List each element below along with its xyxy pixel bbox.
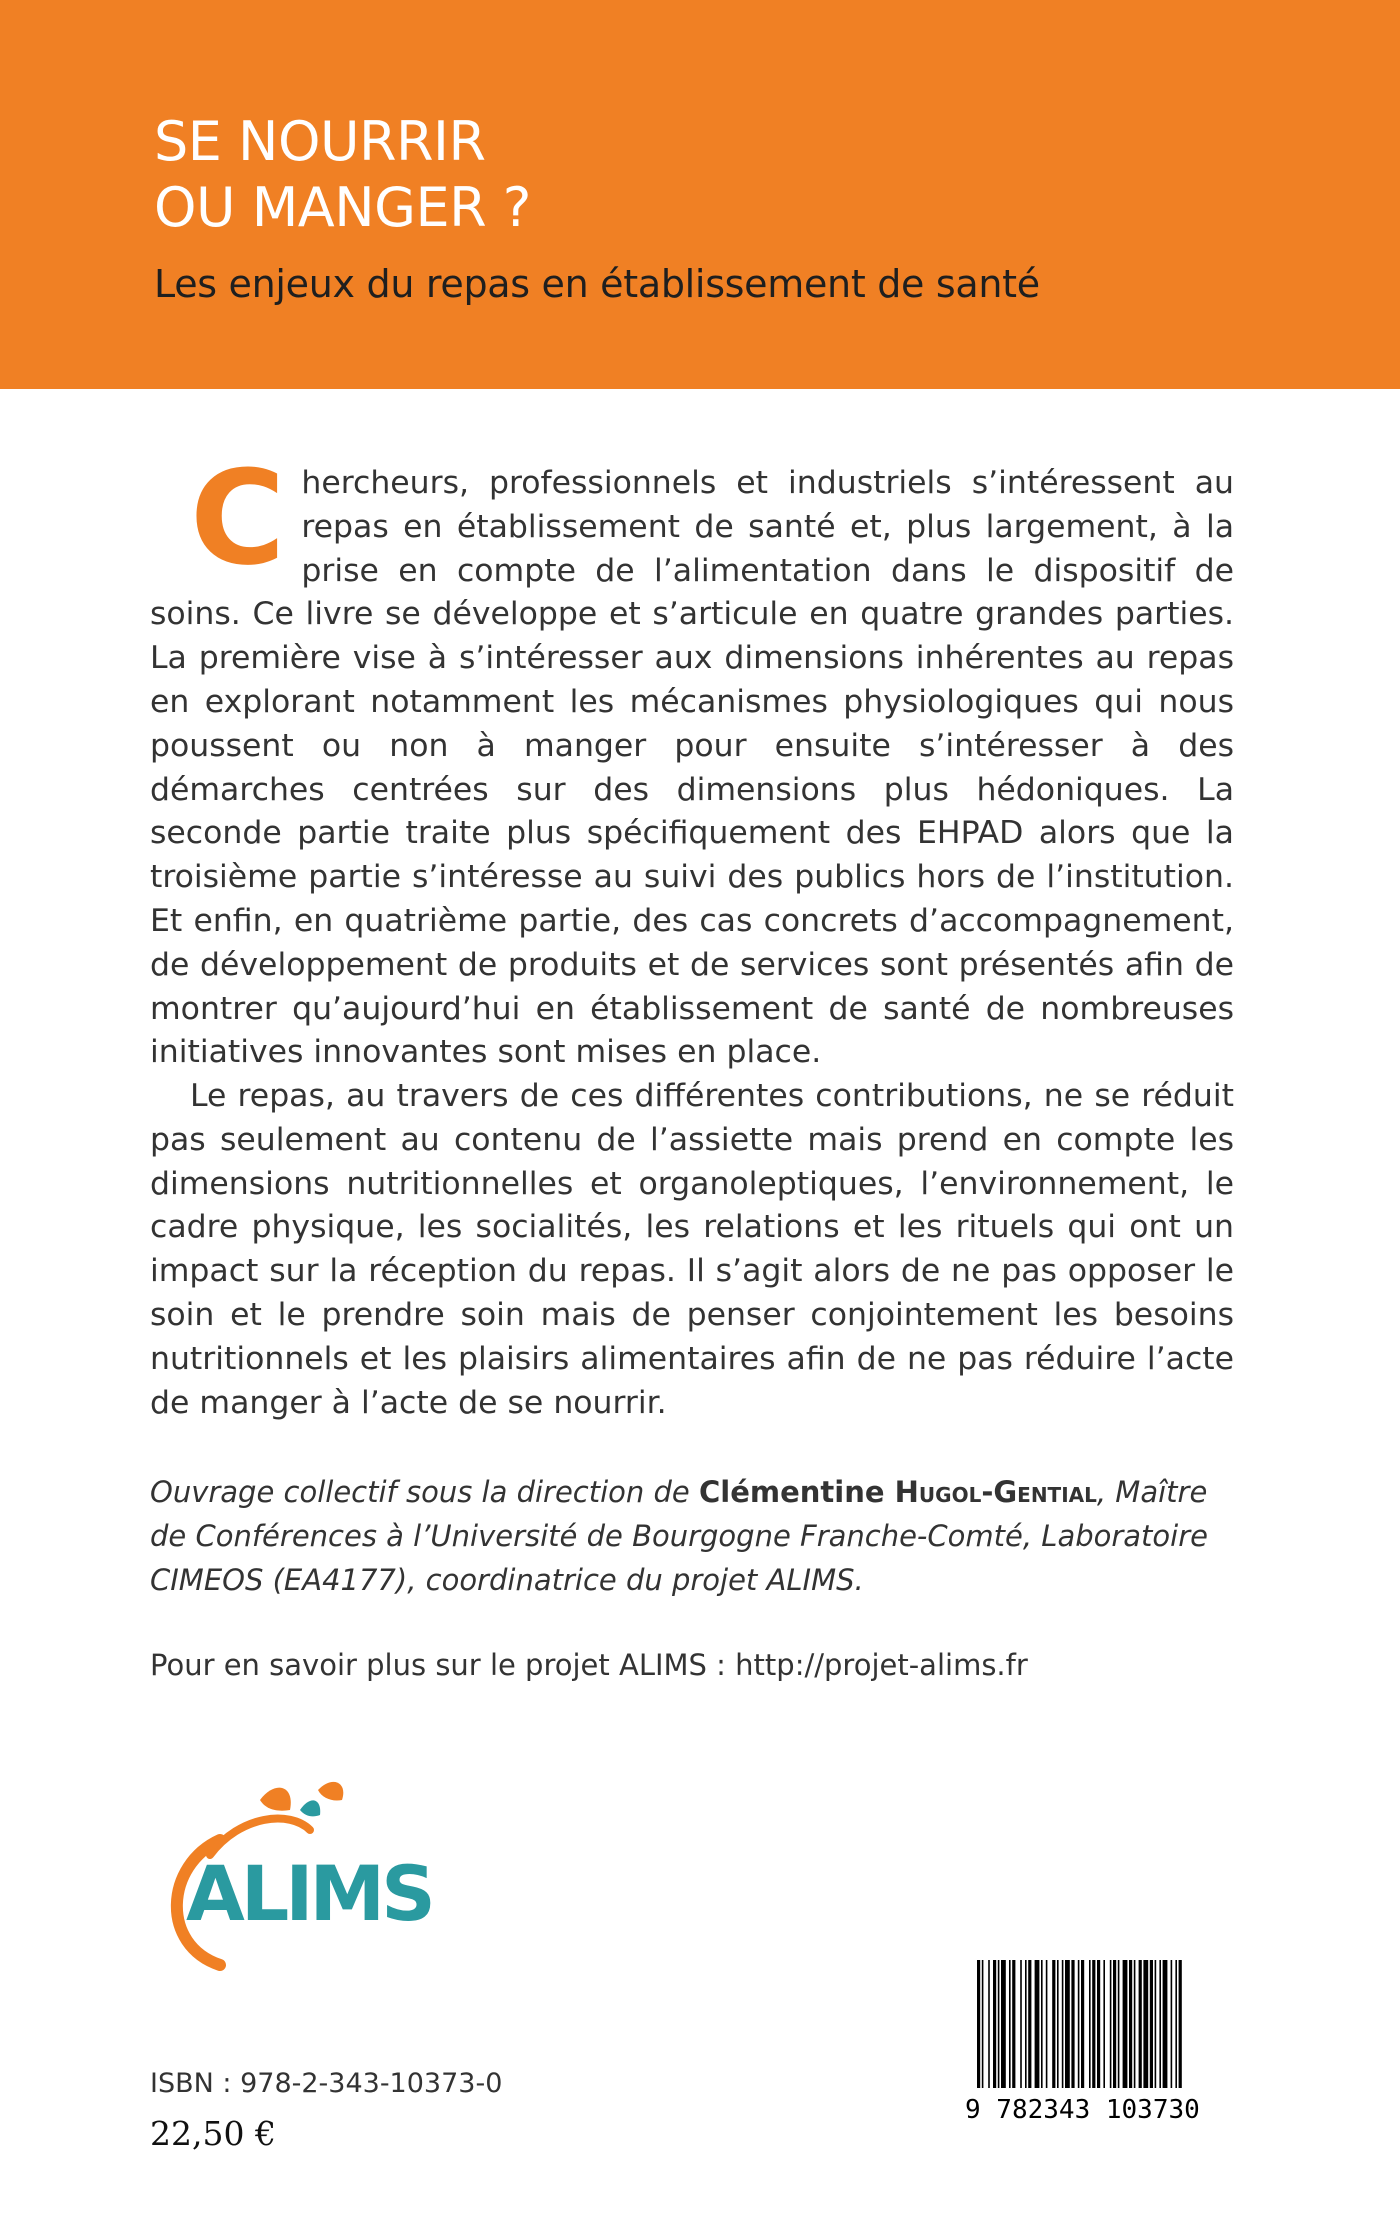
barcode-bar <box>1118 1960 1120 2088</box>
barcode-digits: 9 782343 103730 <box>965 2095 1200 2125</box>
credit-prefix: Ouvrage collectif sous la direction de <box>150 1475 699 1509</box>
book-title-line-1: SE NOURRIR <box>154 110 486 173</box>
barcode-bar <box>1012 1960 1015 2088</box>
isbn-barcode <box>965 1960 1230 2125</box>
barcode-bar <box>1089 1960 1091 2088</box>
barcode-bar <box>1046 1960 1048 2088</box>
summary-paragraph-1-text: hercheurs, professionnels et industriels s’intéressent au repas en établissement de santé et, plus largement, à la prise en compte de l’alimentation dans le dispositif de soins. Ce livre se développe et s’articule en quatre grandes parties. La première vise à s’intéresser aux dimensions inhérentes au repas en explorant notamment les mécanismes physiologiques qui nous poussent ou non à manger pour ensuite s’intéresser à des démarches centrées sur des dimensions plus hédoniques. La seconde partie traite plus spécifiquement des EHPAD alors que la troisième partie s’intéresse au suivi des publics hors de l’institution. Et enfin, en quatrième partie, des cas concrets d’accompagnement, de développement de produits et de services sont présentés afin de montrer qu’aujourd’hui en établissement de santé de nombreuses initiatives innovantes sont mises en place. <box>150 465 1234 1071</box>
isbn-number: ISBN : 978-2-343-10373-0 <box>150 2068 503 2099</box>
barcode-bar <box>1175 1960 1177 2088</box>
barcode-bar <box>1163 1960 1168 2088</box>
barcode-bar <box>1171 1960 1173 2088</box>
barcode-bar <box>1139 1960 1142 2088</box>
barcode-bar <box>1009 1960 1011 2088</box>
book-price: 22,50 € <box>150 2114 276 2153</box>
barcode-bar <box>1092 1960 1095 2088</box>
barcode-bar <box>1025 1960 1027 2088</box>
barcode-bar <box>1028 1960 1031 2088</box>
barcode-bar <box>1150 1960 1153 2088</box>
barcode-bar <box>1159 1960 1161 2088</box>
project-link-line: Pour en savoir plus sur le projet ALIMS : http://projet-alims.fr <box>150 1648 1028 1682</box>
barcode-bar <box>1020 1960 1022 2088</box>
barcode-bar <box>1097 1960 1100 2088</box>
barcode-bar <box>1062 1960 1064 2088</box>
alims-logo <box>150 1770 450 1980</box>
editor-name <box>699 1475 1097 1509</box>
barcode-bar <box>982 1960 984 2088</box>
barcode-bar <box>1134 1960 1136 2088</box>
alims-logo-text: ALIMS <box>186 1849 432 1938</box>
barcode-bar <box>1123 1960 1128 2088</box>
barcode-bar <box>1129 1960 1132 2088</box>
barcode-bar <box>993 1960 996 2088</box>
barcode-bar <box>988 1960 990 2088</box>
barcode-bar <box>1081 1960 1084 2088</box>
barcode-bar <box>1103 1960 1105 2088</box>
barcode-bar <box>1071 1960 1074 2088</box>
barcode-bar <box>1110 1960 1112 2088</box>
credit-suffix: , Maître de Conférences à l’Université de Bourgogne Franche-Comté, Laboratoire CIMEOS (EA4177), coordinatrice du projet ALIMS. <box>150 1475 1208 1597</box>
barcode-bar <box>1041 1960 1043 2088</box>
barcode-bar <box>1001 1960 1006 2088</box>
cover-header-band <box>0 0 1400 389</box>
barcode-bar <box>1143 1960 1148 2088</box>
summary-paragraph-2-text: Le repas, au travers de ces différentes contributions, ne se réduit pas seulement au contenu de l’assiette mais prend en compte les dimensions nutritionnelles et organoleptiques, l’environnement, le cadre physique, les socialités, les relations et les rituels qui ont un impact sur la réception du repas. Il s’agit alors de ne pas opposer le soin et le prendre soin mais de penser conjointement les besoins nutritionnels et les plaisirs alimentaires afin de ne pas réduire l’acte de manger à l’acte de se nourrir. <box>150 1078 1234 1421</box>
barcode-bar <box>1155 1960 1157 2088</box>
barcode-bar <box>1057 1960 1059 2088</box>
barcode-bar <box>1052 1960 1055 2088</box>
book-title-line-2: OU MANGER ? <box>154 176 531 239</box>
editor-credit <box>150 1470 1240 1602</box>
barcode-bar <box>1113 1960 1116 2088</box>
summary-paragraph-1 <box>150 442 1234 1075</box>
book-subtitle: Les enjeux du repas en établissement de santé <box>154 262 1040 306</box>
barcode-bar <box>998 1960 1000 2088</box>
editor-last-name: Hugol-Gential <box>894 1475 1097 1509</box>
editor-first-name: Clémentine <box>699 1475 895 1509</box>
barcode-bar <box>1179 1960 1182 2088</box>
barcode-bar <box>977 1960 980 2088</box>
barcode-bar <box>1035 1960 1040 2088</box>
dropcap-letter: C <box>190 442 286 594</box>
barcode-bar <box>1065 1960 1070 2088</box>
summary-paragraph-2 <box>150 1075 1234 1425</box>
barcode-bar <box>1078 1960 1080 2088</box>
